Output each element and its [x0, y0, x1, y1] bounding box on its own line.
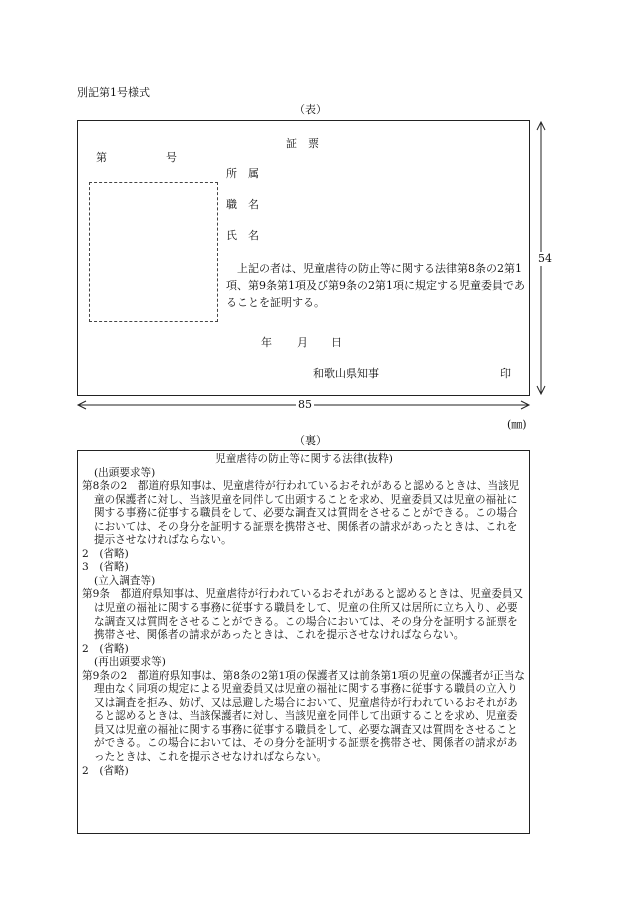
unit-label: (㎜) — [507, 418, 527, 431]
seal-mark: 印 — [500, 367, 511, 380]
back-title: 児童虐待の防止等に関する法律(抜粋) — [215, 453, 393, 465]
date-month: 月 — [297, 336, 308, 349]
field-affiliation: 所 属 — [226, 167, 259, 180]
article-8-2-item-3: 3 (省略) — [82, 561, 129, 574]
article-9-item-2: 2 (省略) — [82, 642, 129, 655]
article-8-2-item-2: 2 (省略) — [82, 547, 129, 560]
back-side-label: （裏） — [294, 434, 327, 447]
front-side-label: （表） — [294, 103, 327, 116]
article-9-2: 第9条の2 都道府県知事は、第8条の2第1項の保護者又は前条第1項の児童の保護者が正当な理由なく同項の規定による児童委員又は児童の福祉に関する事務に従事する職員の立入り又は調査を拒み、妨げ、又は忌避した場合において、児童虐待が行われているおそれがあると認めるときは、当該保護者に対し、当該児童を同伴して出頭することを求め、児童委員又は児童の福祉に関する事務に従事する職員をして、必要な調査又は質問をさせることができる。この場合においては、その身分を証明する証票を携帯させ、関係者の請求があったときは、これを提示させなければならない。 — [82, 669, 525, 764]
date-day: 日 — [331, 336, 342, 349]
article-9-2-item-2: 2 (省略) — [82, 764, 129, 777]
width-dimension: 85 — [298, 398, 312, 411]
heading-summons: (出頭要求等) — [94, 466, 156, 479]
article-8-2: 第8条の2 都道府県知事は、児童虐待が行われているおそれがあると認めるときは、当該児童の保護者に対し、当該児童を同伴して出頭することを求め、児童委員又は児童の福祉に関する事務に従事する職員をして、必要な調査又は質問をさせることができる。この場合においては、その身分を証明する証票を携帯させ、関係者の請求があったときは、これを提示させなければならない。 — [82, 480, 520, 547]
heading-inspection: (立入調査等) — [94, 574, 156, 587]
form-label: 別記第1号様式 — [77, 86, 150, 99]
issuer: 和歌山県知事 — [313, 367, 379, 380]
number-suffix: 号 — [166, 151, 177, 164]
field-position: 職 名 — [226, 198, 259, 211]
field-name: 氏 名 — [226, 229, 259, 242]
heading-re-summons: (再出頭要求等) — [94, 656, 166, 669]
certification-text: 上記の者は、児童虐待の防止等に関する法律第8条の2第1項、第9条第1項及び第9条の2第1項に規定する児童委員であることを証明する。 — [226, 262, 525, 309]
height-dimension: 54 — [538, 252, 552, 265]
number-prefix: 第 — [96, 151, 107, 164]
article-9: 第9条 都道府県知事は、児童虐待が行われているおそれがあると認めるときは、児童委員又は児童の福祉に関する事務に従事する職員をして、児童の住所又は居所に立ち入り、必要な調査又は質問をさせることができる。この場合においては、その身分を証明する証票を携帯させ、関係者の請求があったときは、これを提示させなければならない。 — [82, 588, 524, 642]
back-card — [77, 450, 530, 834]
date-year: 年 — [261, 336, 272, 349]
card-title: 証 票 — [286, 137, 319, 150]
